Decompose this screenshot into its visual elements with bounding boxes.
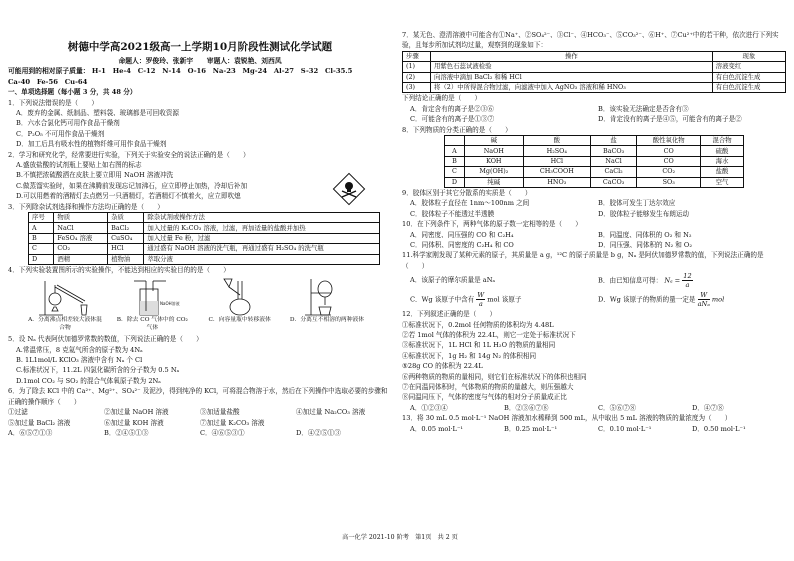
atomic-masses-line2: Ca-40 Fe-56 Cu-64	[8, 77, 88, 86]
step: ④加过量 Na₂CO₃ 溶液	[296, 408, 366, 417]
option-c: C．0.10 mol·L⁻¹	[598, 424, 652, 433]
fraction	[476, 291, 485, 308]
option-b: B．六水合氯化钙可用作食品干燥剂	[16, 119, 120, 128]
table-row	[445, 177, 744, 187]
table-cell: CH₃COOH	[523, 167, 590, 177]
separatory-funnel-icon	[297, 277, 357, 317]
question-1	[8, 98, 392, 150]
table-cell: 硫酸	[701, 146, 744, 156]
options-row	[402, 198, 786, 208]
fraction-numerator: W	[477, 290, 485, 299]
option-d: D．胶体粒子能够发生布朗运动	[598, 209, 690, 218]
option-c: C.标准状况下，11.2L 四氯化碳所含的分子数为 0.5 Nₐ	[16, 366, 180, 375]
table-cell: 有白色沉淀生成	[712, 72, 785, 82]
option-a: A．①②③④	[410, 403, 448, 412]
option-a: A．胶体粒子直径在 1nm～100nm 之间	[410, 199, 530, 208]
option-a: A.盛放盐酸的试剂瓶上要贴上如右图的标志	[16, 161, 142, 170]
option-d: D．0.50 mol·L⁻¹	[692, 424, 746, 433]
question-11	[402, 250, 786, 309]
question-9	[402, 188, 786, 219]
table-cell: Mg(OH)₂	[464, 167, 523, 177]
table-cell: 空气	[701, 177, 744, 187]
option-a: A．该原子的摩尔质量是 aNₐ	[410, 276, 496, 284]
table-cell: SO₃	[637, 177, 701, 187]
option-c: C．④⑥⑤③①	[200, 428, 245, 437]
option-a: A．同密度、同压强的 CO 和 C₂H₄	[410, 230, 514, 239]
distillation-apparatus-icon	[35, 277, 95, 317]
table-cell: 加入过量的 K₂CO₃ 溶液，过滤，再加适量的盐酸并加热	[144, 223, 380, 233]
atomic-masses-line1: 可能用到的相对原子质量： H-1 He-4 C-12 N-14 O-16 Na-23 Mg-24 Al-27 S-32 Cl-35.5	[8, 67, 353, 76]
option-d: D．④②⑤①③	[296, 428, 341, 437]
table-cell: 加入过量 Fe 粉，过滤	[144, 233, 380, 243]
table-cell: 植物油	[108, 254, 144, 264]
table-header-cell: 序号	[29, 213, 54, 223]
option-b: B．0.25 mol·L⁻¹	[504, 424, 558, 433]
option-c: C．⑤⑥⑦⑧	[598, 403, 637, 412]
fraction-numerator: W	[698, 291, 710, 300]
question-12	[402, 309, 786, 413]
volumetric-flask-icon	[210, 277, 270, 317]
table-row	[445, 167, 744, 177]
options-row	[402, 289, 786, 309]
table-cell: CO₂	[54, 244, 108, 254]
option-b: B．②④⑤①③	[104, 428, 149, 437]
step: ⑤加过量 BaCl₂ 溶液	[8, 418, 71, 427]
table-header-cell: 除杂试剂或操作方法	[144, 213, 380, 223]
classification-table	[444, 135, 744, 188]
figure-distillation	[26, 277, 104, 332]
question-8	[402, 125, 786, 188]
question-7	[402, 30, 786, 125]
figure-caption: C．向容量瓶中转移液体	[208, 317, 271, 324]
table-row	[403, 82, 786, 92]
statement: ①标准状况下，0.2mol 任何物质的体积均为 4.48L	[402, 320, 554, 329]
option-d: D．④⑦⑧	[692, 403, 724, 412]
table-cell: BaCO₃	[590, 146, 636, 156]
table-cell: C	[29, 244, 54, 254]
step: ②加过量 NaOH 溶液	[104, 408, 169, 417]
table-cell: 盐酸	[701, 167, 744, 177]
question-stem: 9．胶体区别于其它分散系的实质是（ ）	[402, 188, 532, 197]
table-header-cell: 碱	[464, 136, 523, 146]
table-cell: 有白色沉淀生成	[712, 82, 785, 92]
table-cell: B	[29, 233, 54, 243]
question-stem: 4．下列实验装置图所示的实验操作，不能达到相应的实验目的的是（ ）	[8, 266, 230, 275]
question-stem: 5．设 Nₐ 代表阿伏加德罗常数的数值，下列说法正确的是（ ）	[8, 335, 203, 344]
table-cell: 用紫色石蕊试液检验	[431, 62, 713, 72]
option-b: B．胶体可发生丁达尔效应	[598, 199, 676, 208]
question-stem: 10．在下列条件下，两种气体的原子数一定相等的是（ ）	[402, 220, 582, 229]
table-cell: 向溶液中滴加 BaCl₂ 和稀 HCl	[431, 72, 713, 82]
question-5	[8, 334, 392, 386]
table-cell: B	[445, 156, 465, 166]
table-cell: CO	[637, 146, 701, 156]
table-header-cell: 现象	[712, 51, 785, 61]
right-column	[402, 0, 786, 434]
table-cell: (2)	[403, 72, 431, 82]
question-13	[402, 413, 786, 434]
question-prompt: 下列结论正确的是（ ）	[402, 94, 482, 103]
question-6	[8, 386, 392, 438]
table-cell: CuSO₄	[108, 233, 144, 243]
table-header-row	[445, 136, 744, 146]
table-cell: CaCl₂	[590, 167, 636, 177]
table-cell: CO	[637, 156, 701, 166]
step: ③加适量盐酸	[200, 408, 240, 417]
table-cell: KOH	[464, 156, 523, 166]
table-cell: NaCl	[590, 156, 636, 166]
option-b	[598, 272, 786, 289]
table-row	[29, 223, 380, 233]
table-header-cell: 物质	[54, 213, 108, 223]
table-header-cell	[445, 136, 465, 146]
question-4	[8, 265, 392, 332]
question-stem: 7．某无色、澄清溶液中可能含有①Na⁺、②SO₄²⁻、③Cl⁻、④HCO₃⁻、⑤CO₃²⁻、⑥H⁺、⑦Cu²⁺中的若干种，依次进行下列实验，且每步所加试剂均过量，观察到的现象如下：	[402, 31, 779, 50]
option-d-text: D．Wg 该原子的物质的量一定是	[598, 295, 696, 304]
fraction	[682, 272, 692, 289]
table-cell: A	[29, 223, 54, 233]
table-cell: 纯碱	[464, 177, 523, 187]
gas-washing-bottle-icon	[122, 277, 182, 317]
option-b-text: B．由已知信息可得：	[598, 276, 663, 285]
question-stem: 3．下列除杂试剂选择和操作方法均正确的是（ ）	[8, 202, 164, 211]
table-cell: CaCO₃	[590, 177, 636, 187]
table-cell: HNO₃	[523, 177, 590, 187]
apparatus-figures	[26, 277, 366, 332]
table-row	[403, 72, 786, 82]
option-c: C.做蒸馏实验时，如果在沸腾前发现忘记加沸石，应立即停止加热，冷却后补加	[16, 181, 248, 190]
steps-row-1	[8, 407, 392, 417]
option-c: C．可能含有的离子是①③⑦	[410, 115, 495, 124]
table-cell: NaOH	[464, 146, 523, 156]
statement: ②若 1mol 气体的体积为 22.4L，则它一定处于标准状况下	[402, 331, 576, 340]
question-stem: 13．将 30 mL 0.5 mol·L⁻¹ NaOH 溶液加水稀释到 500 mL，从中取出 5 mL 溶液的物质的量浓度为（ ）	[402, 414, 732, 423]
fraction-denominator: aNₐ	[697, 299, 710, 308]
table-cell: A	[445, 146, 465, 156]
option-c	[410, 291, 598, 308]
fraction-denominator: a	[685, 280, 690, 289]
figure-caption: D．分离互不相溶的两种液体	[289, 317, 365, 324]
table-cell: 酒精	[54, 254, 108, 264]
option-a: A.常温常压，8 克氦气所含的原子数为 4Nₐ	[16, 345, 143, 354]
table-header-cell: 操作	[431, 51, 713, 61]
options-row	[402, 403, 786, 413]
option-b: B. 1L1mol/L KClO₃ 溶液中含有 Nₐ 个 Cl	[16, 356, 143, 365]
page-footer: 高一化学 2021-10 阶考 第1页 共 2 页	[342, 534, 458, 541]
option-d-unit: mol	[711, 295, 725, 304]
steps-row-2	[8, 418, 392, 428]
table-cell: BaCl₂	[108, 223, 144, 233]
table-row	[403, 62, 786, 72]
statement: ⑦在同温同体积时，气体物质的物质的量越大，则压强越大	[402, 383, 574, 392]
table-row	[29, 254, 380, 264]
table-cell: D	[445, 177, 465, 187]
table-cell: H₂SO₄	[523, 146, 590, 156]
option-d: D.可以用燃着的酒精灯去点燃另一只酒精灯，若酒精灯不慎着火，应立即吹熄	[16, 192, 241, 201]
option-b: B．该实验无法确定是否含有③	[598, 104, 689, 113]
table-header-cell: 杂质	[108, 213, 144, 223]
table-header-row	[29, 213, 380, 223]
table-header-row	[403, 51, 786, 61]
table-cell: FeSO₄ 溶液	[54, 233, 108, 243]
section-heading: 一、单项选择题（每小题 3 分，共 48 分）	[8, 88, 137, 97]
option-d: D．加工后具有吸水性的植物纤维可用作食品干燥剂	[16, 140, 167, 149]
table-cell: 通过盛有 NaOH 溶液的洗气瓶，再通过盛有 H₂SO₄ 的洗气瓶	[144, 244, 380, 254]
table-row	[29, 244, 380, 254]
table-cell: (1)	[403, 62, 431, 72]
toxic-hazard-icon	[332, 172, 366, 210]
figure-separatory-funnel	[288, 277, 366, 332]
table-header-cell: 步骤	[403, 51, 431, 61]
options-row	[402, 240, 786, 250]
purification-table	[28, 212, 380, 265]
option-a: A．废弃的金属、纸制品、塑料袋、玻璃都是可回收资源	[16, 109, 180, 118]
page-title: 树德中学高2021级高一上学期10月阶段性测试化学试题	[67, 41, 333, 53]
table-row	[445, 156, 744, 166]
question-stem: 6．为了除去 KCl 中的 Ca²⁺、Mg²⁺、SO₄²⁻ 及泥沙，得到纯净的 KCl，可将混合物溶于水，然后在下列操作中选取必要的步骤和正确的操作顺序（ ）	[8, 387, 388, 406]
option-b: B．同温度、同体积的 O₂ 和 N₂	[598, 230, 692, 239]
table-row	[29, 233, 380, 243]
options-row	[402, 424, 786, 434]
statement: ③标准状况下，1L HCl 和 1L H₂O 的物质的量相同	[402, 341, 556, 350]
option-d: D．同压强、同体积的 N₂ 和 O₂	[598, 240, 692, 249]
options-row	[402, 104, 786, 114]
fraction-denominator: a	[478, 299, 483, 308]
table-cell: D	[29, 254, 54, 264]
option-a: A．⑥⑤⑦①③	[8, 428, 53, 437]
question-stem: 12．下列叙述正确的是（ ）	[402, 310, 497, 319]
fraction	[698, 291, 710, 308]
table-header-cell: 酸性氧化物	[637, 136, 701, 146]
table-cell: 溶液变红	[712, 62, 785, 72]
option-d	[598, 291, 786, 308]
table-header-cell: 盐	[590, 136, 636, 146]
question-stem: 8．下列物质的分类正确的是（ ）	[402, 125, 512, 134]
statement: ⑥两种物质的物质的量相同，则它们在标准状况下的体积也相同	[402, 372, 587, 381]
question-stem: 2．学习和研究化学，经常要进行实验，下列关于实验安全的说法正确的是（ ）	[8, 150, 250, 159]
option-b: B.不慎把浓硫酸洒在皮肤上要立即用 NaOH 溶液冲洗	[16, 171, 174, 180]
option-c-text: C．Wg 该原子中含有	[410, 295, 475, 304]
option-c: C．P₂O₅ 不可用作食品干燥剂	[16, 129, 105, 138]
options-row	[402, 271, 786, 289]
fraction-numerator: 12	[683, 271, 692, 280]
option-a: A．肯定含有的离子是②③⑥	[410, 104, 494, 113]
author-line: 命题人：罗俊玲、张新宇 审题人：袁锐艳、刘西凤	[118, 57, 282, 65]
option-b: B．②③⑥⑦⑧	[504, 403, 549, 412]
step: ⑦加过量 K₂CO₃ 溶液	[200, 418, 265, 427]
options-row	[402, 114, 786, 124]
figure-caption: B．除去 CO 气体中的 CO₂ 气体	[116, 317, 188, 331]
figure-gas-washing	[113, 277, 191, 332]
table-cell: HCl	[108, 244, 144, 254]
option-a: A．0.05 mol·L⁻¹	[410, 424, 464, 433]
table-cell: CO₂	[637, 167, 701, 177]
option-c-unit: mol 该原子	[487, 295, 522, 304]
table-cell: 将（2）中所得混合物过滤，向滤液中加入 AgNO₃ 溶液和稀 HNO₃	[431, 82, 713, 92]
answer-row	[8, 428, 392, 438]
table-cell: 萃取分液	[144, 254, 380, 264]
naoh-label: NaOH溶液	[160, 301, 180, 307]
statement: ⑧同温同压下，气体的密度与气体的相对分子质量成正比	[402, 393, 567, 402]
table-cell: C	[445, 167, 465, 177]
statement: ⑤28g CO 的体积为 22.4L	[402, 362, 483, 371]
statement: ④标准状况下，1g H₂ 和 14g N₂ 的体积相同	[402, 351, 537, 360]
option-c: C．同体积、同密度的 C₂H₄ 和 CO	[410, 240, 514, 249]
option-d: D．肯定没有的离子是④⑤，可能含有的离子是②	[598, 115, 742, 124]
table-cell: 海水	[701, 156, 744, 166]
question-10	[402, 219, 786, 250]
table-row	[445, 146, 744, 156]
option-c: C．胶体粒子不能透过半透膜	[410, 209, 495, 218]
left-column	[8, 0, 392, 438]
figure-volumetric-flask	[201, 277, 279, 332]
table-cell: NaCl	[54, 223, 108, 233]
step: ⑥加过量 KOH 溶液	[104, 418, 164, 427]
option-d: D.1mol CO₂ 与 SO₂ 的混合气体氧原子数为 2Nₐ	[16, 376, 161, 385]
question-stem: 1．下列说法错误的是（ ）	[8, 98, 98, 107]
question-stem: 11.科学家刚发现了某种元素的原子，其质量是 a g，¹²C 的原子质量是 b g，Nₐ 是阿伏加德罗常数的值，下列说法正确的是（ ）	[402, 251, 764, 270]
figure-caption: A．分离沸点相差较大液体混合物	[28, 317, 102, 331]
experiment-table	[402, 51, 786, 94]
options-row	[402, 209, 786, 219]
step: ①过滤	[8, 408, 28, 417]
table-header-cell: 酸	[523, 136, 590, 146]
options-row	[402, 230, 786, 240]
question-3	[8, 202, 392, 265]
table-cell: (3)	[403, 82, 431, 92]
option-b-equation: Nₐ =	[664, 276, 681, 285]
table-cell: HCl	[523, 156, 590, 166]
table-header-cell: 混合物	[701, 136, 744, 146]
